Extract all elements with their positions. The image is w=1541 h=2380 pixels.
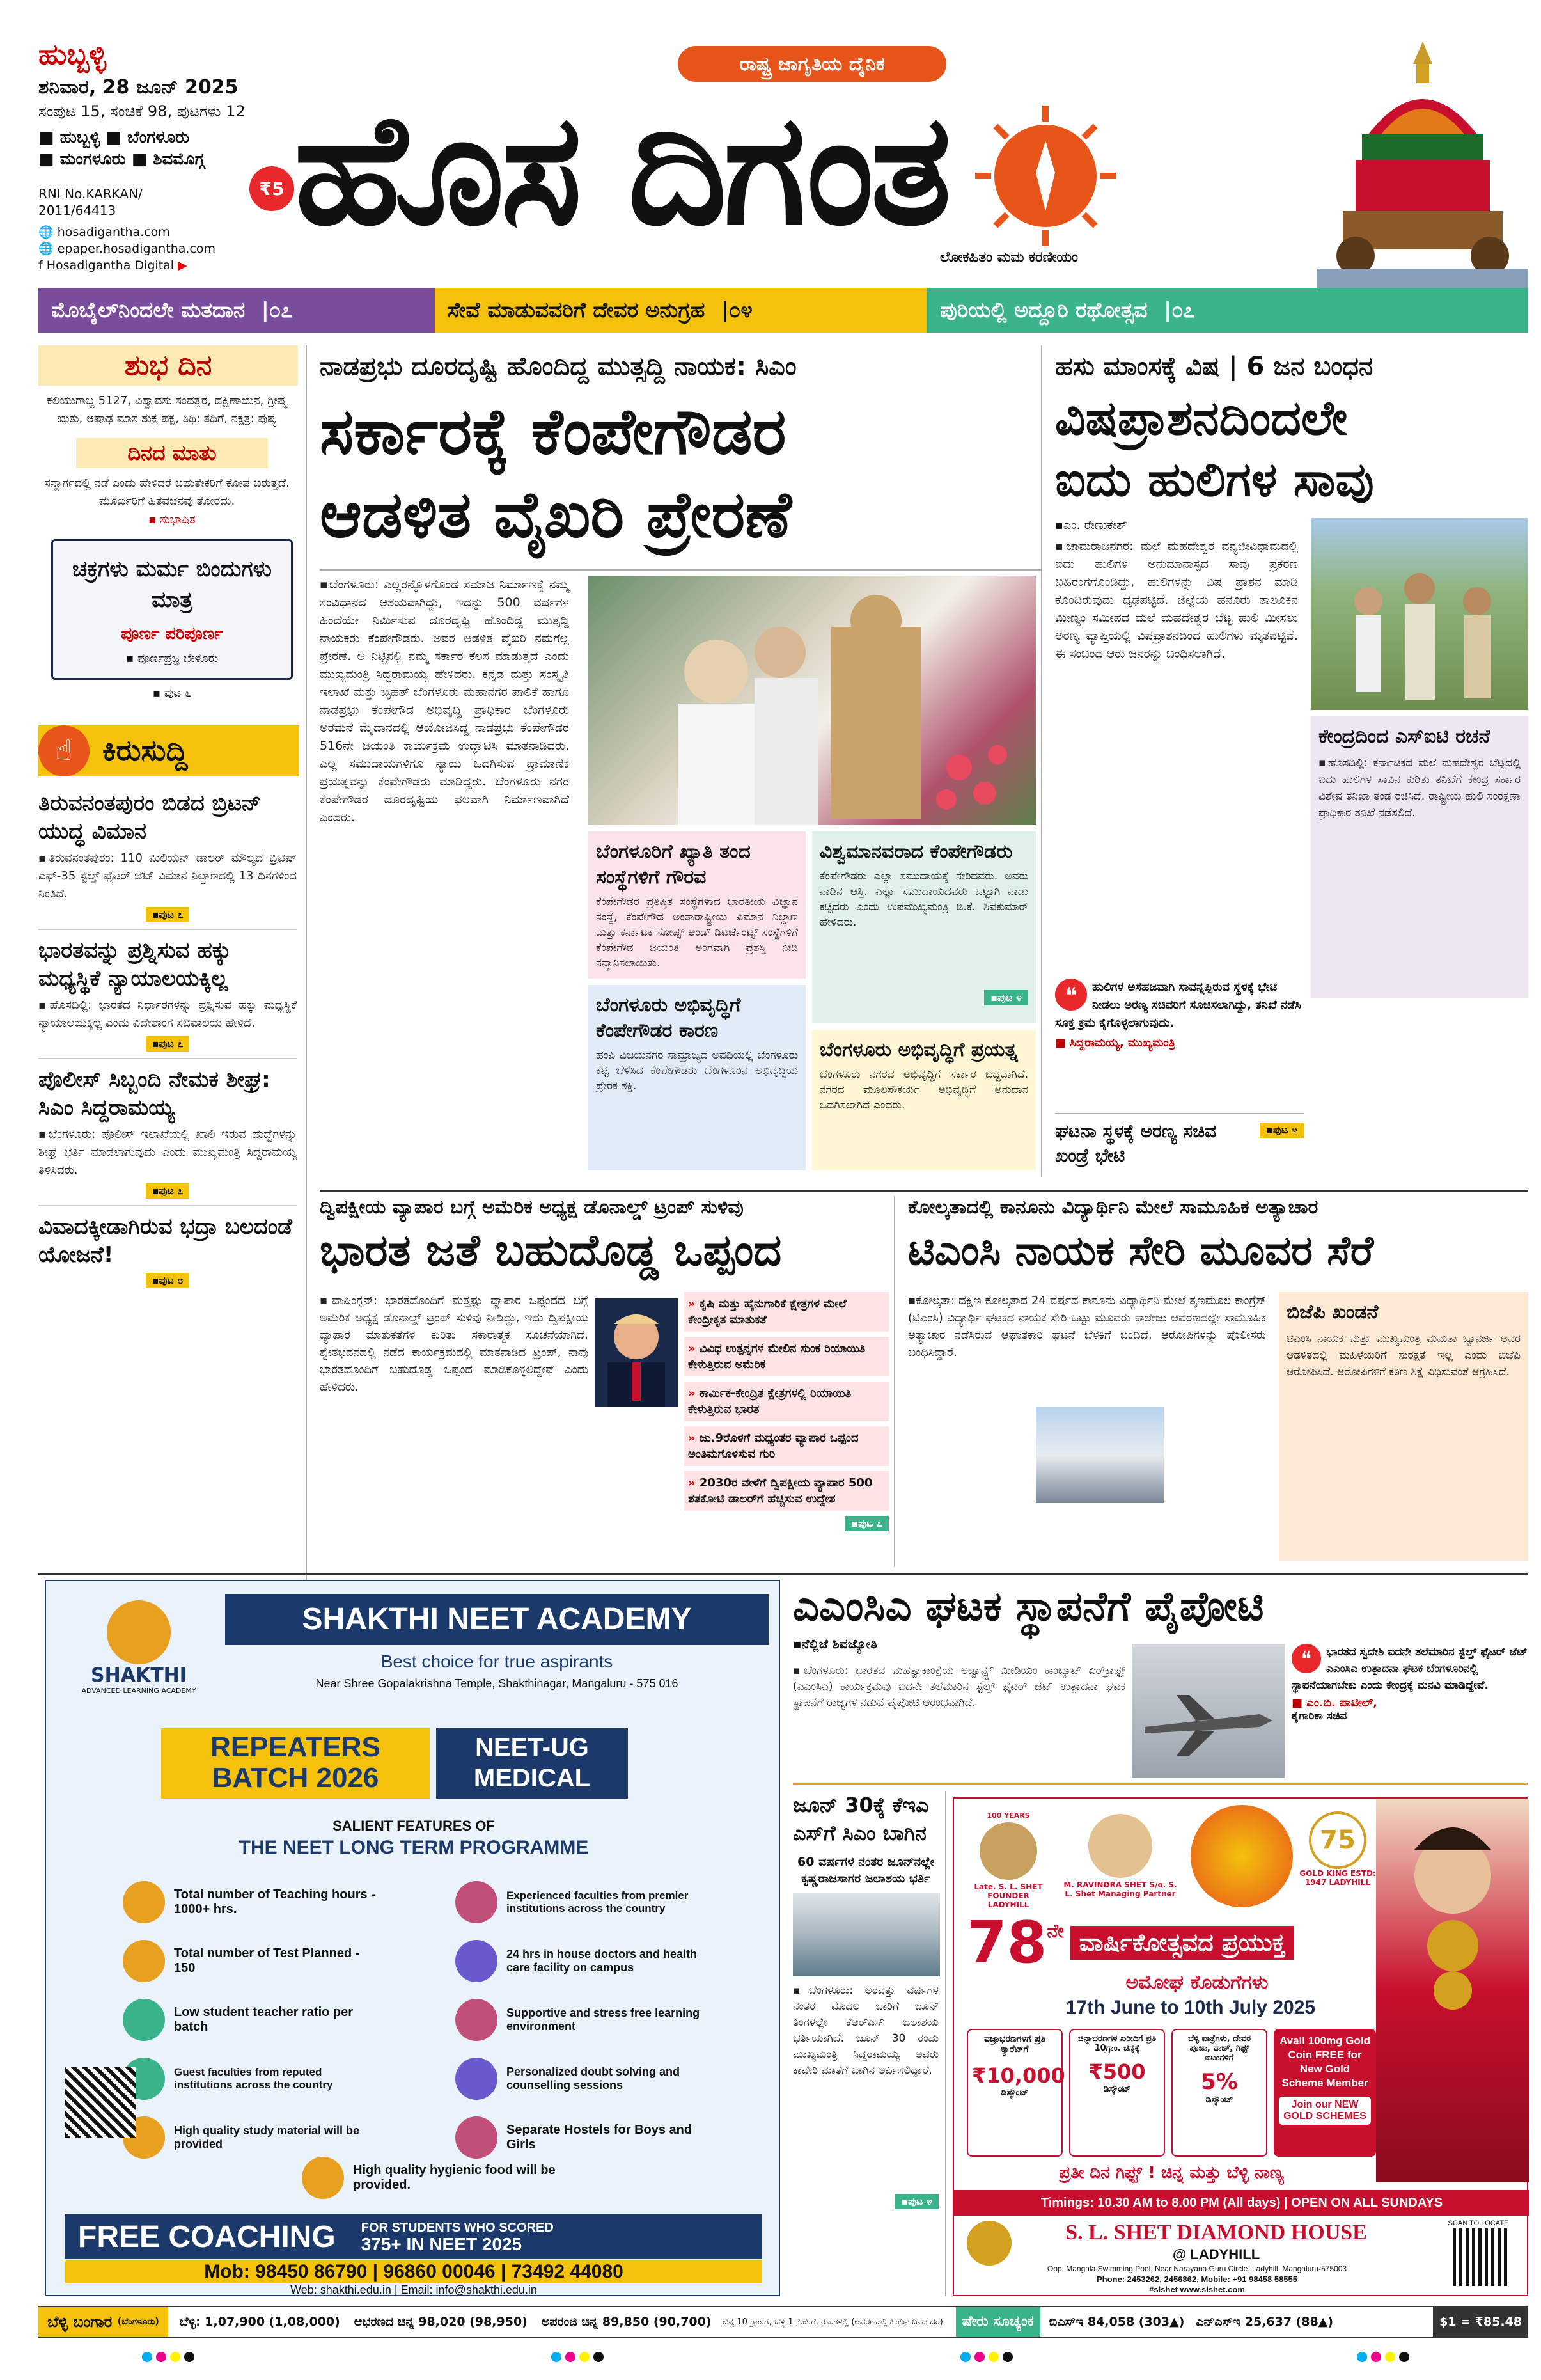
- neet-batch: REPEATERS BATCH 2026: [161, 1728, 430, 1799]
- cartoon-sub: ಪೂರ್ಣ ಪರಿಪೂರ್ಣ: [121, 624, 223, 643]
- lakshmi-image: [1191, 1805, 1293, 1907]
- tiger-story: [1055, 345, 1528, 1177]
- amca-body: ▪ಬೆಂಗಳೂರು: ಭಾರತದ ಮಹತ್ವಾಕಾಂಕ್ಷೆಯ ಅಡ್ವಾನ್ಸ್ಡ್ ಮೀಡಿಯಂ ಕಾಂಬ್ಯಾಟ್ ಏರ್‌ಕ್ರಾಫ್ಟ್ (ಎಎಂಸಿಎ) ಕಾರ್ಯಕ್ರಮವು ಐದನೇ ತಲೆಮಾರಿನ ಸ್ಟೆಲ್ತ್ ಫೈಟರ್ ಜೆಟ್ ಉತ್ಪಾದನಾ ಘಟಕ ಸ್ಥಾಪನೆಗೆ ರಾಜ್ಯಗಳ ನಡುವೆ ಪೈಪೋಟಿ ಆರಂಭವಾಗಿದೆ.: [793, 1664, 1125, 1709]
- shakthi-logo: SHAKTHI ADVANCED LEARNING ACADEMY: [65, 1600, 212, 1703]
- edition-info: [38, 38, 294, 288]
- trade-bullet: » ವಿವಿಧ ಉತ್ಪನ್ನಗಳ ಮೇಲಿನ ಸುಂಕ ರಿಯಾಯಿತಿ ಕೇಳುತ್ತಿರುವ ಅಮೆರಿಕ: [684, 1337, 889, 1376]
- neet-course: NEET-UG MEDICAL: [436, 1728, 628, 1799]
- cartoon-pto: ▪ ಪುಟ ೬: [152, 686, 192, 700]
- neet-address: Near Shree Gopalakrishna Temple, Shakthinagar, Mangaluru - 575 016: [315, 1677, 678, 1690]
- amca-byline: ▪ನೆಲ್ಲಿಜೆ ಶಿವಜ್ಯೋತಿ: [793, 1636, 877, 1651]
- promo-item[interactable]: ಸೇವೆ ಮಾಡುವವರಿಗೆ ದೇವರ ಅನುಗ್ರಹ |೦೪: [435, 288, 927, 333]
- cartoon-author: ▪ ಪೂರ್ಣಪ್ರಜ್ಞ ಬೇಳೂರು: [125, 652, 219, 665]
- store-place: @ LADYHILL: [1172, 2246, 1260, 2262]
- jet-photo: [1132, 1644, 1285, 1778]
- trade-bullet: » ಕೃಷಿ ಮತ್ತು ಹೈನುಗಾರಿಕೆ ಕ್ಷೇತ್ರಗಳ ಮೇಲೆ ಕೇಂದ್ರೀಕೃತ ಮಾತುಕತೆ: [684, 1292, 889, 1332]
- brief-pto[interactable]: ▪ಪುಟ ೭: [146, 1183, 190, 1199]
- neet-tagline: Best choice for true aspirants: [380, 1651, 613, 1671]
- feature-item: Total number of Test Planned - 150: [123, 1934, 379, 1988]
- sub-story-yellow: ಬೆಂಗಳೂರು ಅಭಿವೃದ್ಧಿಗೆ ಪ್ರಯತ್ನ ಬೆಂಗಳೂರು ನಗರದ ಅಭಿವೃದ್ಧಿಗೆ ಸರ್ಕಾರ ಬದ್ಧವಾಗಿದೆ. ನಗರದ ಮೂಲಸೌಕರ್ಯ ಅಭಿವೃದ್ಧಿಗೆ ಅನುದಾನ ಒದಗಿಸಲಾಗಿದೆ ಎಂದರು.: [812, 1030, 1036, 1170]
- krs-body: ▪ಬೆಂಗಳೂರು: ಅರವತ್ತು ವರ್ಷಗಳ ನಂತರ ಮೊದಲ ಬಾರಿಗೆ ಜೂನ್ ತಿಂಗಳಲ್ಲೇ ಕೆಆರ್‌ಎಸ್ ಜಲಾಶಯ ಭರ್ತಿಯಾಗಿದೆ. ಜೂನ್ 30 ರಂದು ಮುಖ್ಯಮಂತ್ರಿ ಸಿದ್ದರಾಮಯ್ಯ ಅವರು ಕಾವೇರಿ ಮಾತೆಗೆ ಬಾಗಿನ ಅರ್ಪಿಸಲಿದ್ದಾರೆ.: [793, 1984, 939, 2077]
- promo-item[interactable]: ಮೊಬೈಲ್‌ನಿಂದಲೇ ಮತದಾನ |೦೭: [38, 288, 435, 333]
- chariot-image: [1317, 38, 1528, 288]
- motto: ಲೋಕಹಿತಂ ಮಮ ಕರಣೀಯಂ: [940, 249, 1078, 265]
- gold-king-block: 75 GOLD KING ESTD: 1947 LADYHILL: [1299, 1811, 1376, 1887]
- amca-headline: ಎಎಂಸಿಎ ಘಟಕ ಸ್ಥಾಪನೆಗೆ ಪೈಪೋಟಿ: [793, 1583, 1264, 1630]
- offer-sub: ಅಮೋಘ ಕೊಡುಗೆಗಳು: [1125, 1971, 1269, 1994]
- anniv-banner: 78 ನೇ ವಾರ್ಷಿಕೋತ್ಸವದ ಪ್ರಯುಕ್ತ: [967, 1914, 1376, 1971]
- features-left: [123, 1875, 379, 2170]
- dinada-title: ದಿನದ ಮಾತು: [76, 438, 268, 468]
- brief-pto[interactable]: ▪ಪುಟ ೮: [146, 1273, 190, 1288]
- feature-food: High quality hygienic food will be provided.: [302, 2157, 570, 2199]
- store-qr[interactable]: [1453, 2228, 1510, 2286]
- brief-body: ▪ಹೊಸದಿಲ್ಲಿ: ಭಾರತದ ನಿರ್ಧಾರಗಳನ್ನು ಪ್ರಶ್ನಿಸುವ ಹಕ್ಕು ಮಧ್ಯಸ್ಥಿಕೆ ನ್ಯಾಯಾಲಯಕ್ಕಿಲ್ಲ ಎಂದು ವಿದೇಶಾಂಗ ಸಚಿವಾಲಯ ಹೇಳಿದೆ.: [38, 998, 297, 1030]
- digital-link[interactable]: f Hosadigantha Digital ▶: [38, 258, 187, 272]
- amca-story: [793, 1580, 1528, 1785]
- lead-story: [320, 345, 1042, 1177]
- cm-quote: ❝ ಹುಲಿಗಳ ಅಸಹಜವಾಗಿ ಸಾವನ್ನಪ್ಪಿರುವ ಸ್ಥಳಕ್ಕೆ ಭೇಟಿ ನೀಡಲು ಅರಣ್ಯ ಸಚಿವರಿಗೆ ಸೂಚಿಸಲಾಗಿದ್ದು, ತನಿಖೆ ನಡೆಸಿ ಸೂಕ್ತ ಕ್ರಮ ಕೈಗೊಳ್ಳಲಾಗುವುದು. ■ ಸಿದ್ದರಾಮಯ್ಯ, ಮುಖ್ಯಮಂತ್ರಿ: [1055, 979, 1304, 1107]
- nse-index: ಎನ್ಎಸ್ಇ 25,637 (88▲): [1196, 2315, 1334, 2329]
- hand-icon: ☝: [38, 725, 90, 776]
- sub-story-pink: ಬೆಂಗಳೂರಿಗೆ ಖ್ಯಾತಿ ತಂದ ಸಂಸ್ಥೆಗಳಿಗೆ ಗೌರವ ಕೆಂಪೇಗೌಡರ ಪ್ರತಿಷ್ಠಿತ ಸಂಸ್ಥೆಗಳಾದ ಭಾರತೀಯ ವಿಜ್ಞಾನ ಸಂಸ್ಥೆ, ಕೆಂಪೇಗೌಡ ಅಂತಾರಾಷ್ಟ್ರೀಯ ವಿಮಾನ ನಿಲ್ದಾಣ ಮತ್ತು ಕರ್ನಾಟಕ ಸೋಪ್ಸ್ ಆಂಡ್ ಡಿಟರ್ಜೆಂಟ್ಸ್ ಸಂಸ್ಥೆಗಳಿಗೆ ಕೆಂಪೇಗೌಡ ಜಯಂತಿ ಅಂಗವಾಗಿ ಪ್ರಶಸ್ತಿ ನೀಡಿ ಸನ್ಮಾನಿಸಲಾಯಿತು.: [588, 831, 806, 979]
- bse-index: ಬಿಎಸ್ಇ 84,058 (303▲): [1049, 2315, 1185, 2329]
- visit-headline: ಘಟನಾ ಸ್ಥಳಕ್ಕೆ ಅರಣ್ಯ ಸಚಿವ ಖಂಡ್ರೆ ಭೇಟಿ: [1055, 1121, 1216, 1166]
- lead-kicker: ನಾಡಪ್ರಭು ದೂರದೃಷ್ಟಿ ಹೊಂದಿದ್ದ ಮುತ್ಸದ್ದಿ ನಾಯಕ: ಸಿಎಂ: [320, 352, 797, 381]
- bjp-box: ಬಿಜೆಪಿ ಖಂಡನೆ ಟಿಎಂಸಿ ನಾಯಕ ಮತ್ತು ಮುಖ್ಯಮಂತ್ರಿ ಮಮತಾ ಬ್ಯಾನರ್ಜಿ ಅವರ ಆಡಳಿತದಲ್ಲಿ ಮಹಿಳೆಯರಿಗೆ ಸುರಕ್ಷತೆ ಇಲ್ಲ ಎಂದು ಬಿಜೆಪಿ ಆರೋಪಿಸಿದೆ. ಆರೋಪಿಗಳಿಗೆ ಕಠಿಣ ಶಿಕ್ಷೆ ವಿಧಿಸುವಂತೆ ಆಗ್ರಹಿಸಿದೆ.: [1279, 1292, 1528, 1561]
- edition-list: ■ ಹುಬ್ಬಳ್ಳಿ ■ ಬೆಂಗಳೂರು ■ ಮಂಗಳೂರು ■ ಶಿವಮೊಗ್ಗ: [38, 128, 205, 169]
- brief-pto[interactable]: ▪ಪುಟ ೭: [146, 1036, 190, 1052]
- edition-city: ಹುಬ್ಬಳ್ಳಿ: [38, 38, 107, 71]
- trade-bullet: » 2030ರ ವೇಳೆಗೆ ದ್ವಿಪಕ್ಷೀಯ ವ್ಯಾಪಾರ 500 ಶತಕೋಟಿ ಡಾಲರ್‌ಗೆ ಹೆಚ್ಚಿಸುವ ಉದ್ದೇಶ: [684, 1471, 889, 1511]
- brief-item: [38, 1066, 306, 1199]
- dinada-source: ▪ ಸುಭಾಷಿತ: [148, 513, 196, 526]
- krs-headline: ಜೂನ್ 30ಕ್ಕೆ ಕೆಇಎ ಎಸ್‌ಗೆ ಸಿಎಂ ಬಾಗಿನ: [793, 1793, 929, 1845]
- sub-story-blue: ಬೆಂಗಳೂರು ಅಭಿವೃದ್ಧಿಗೆ ಕೆಂಪೇಗೌಡರ ಕಾರಣ ಹಂಪಿ ವಿಜಯನಗರ ಸಾಮ್ರಾಜ್ಯದ ಅವಧಿಯಲ್ಲಿ ಬೆಂಗಳೂರು ಕಟ್ಟಿ ಬೆಳೆಸಿದ ಕೆಂಪೇಗೌಡರು ಬೆಂಗಳೂರಿನ ಅಭಿವೃದ್ಧಿಯ ಪ್ರೇರಕ ಶಕ್ತಿ.: [588, 985, 806, 1170]
- lead-pto[interactable]: ▪ಪುಟ ೪: [984, 990, 1028, 1005]
- tagline: ರಾಷ್ಟ್ರ ಜಾಗೃತಿಯ ದೈನಿಕ: [678, 46, 946, 82]
- website-link[interactable]: 🌐 hosadigantha.com: [38, 225, 170, 239]
- brief-item: [38, 789, 306, 922]
- cartoon-title: ಚಕ್ರಗಳು ಮರ್ಮ ಬಿಂದುಗಳು ಮಾತ್ರ: [72, 556, 272, 613]
- krs-sub: 60 ವರ್ಷಗಳ ನಂತರ ಜೂನ್‌ನಲ್ಲೇ ಕೃಷ್ಣರಾಜಸಾಗರ ಜಲಾಶಯ ಭರ್ತಿ: [797, 1855, 934, 1886]
- slshet-ad: [953, 1797, 1528, 2296]
- tiger-headline: ವಿಷಪ್ರಾಶನದಿಂದಲೇ ಐದು ಹುಲಿಗಳ ಸಾವು: [1055, 391, 1374, 507]
- kiru-header: [38, 725, 299, 776]
- trade-headline: ಭಾರತ ಜತೆ ಬಹುದೊಡ್ಡ ಒಪ್ಪಂದ: [320, 1225, 782, 1276]
- trade-bullet: » ಜು.9ರೊಳಗೆ ಮಧ್ಯಂತರ ವ್ಯಾಪಾರ ಒಪ್ಪಂದ ಅಂತಿಮಗೊಳಿಸುವ ಗುರಿ: [684, 1426, 889, 1466]
- offer-gold: ಚಿನ್ನಾಭರಣಗಳ ಖರೀದಿಗೆ ಪ್ರತಿ 10ಗ್ರಾಂ. ಚಿನ್ನಕ್ಕೆ ₹500 ಡಿಸ್ಕೌಂಟ್: [1069, 2029, 1165, 2157]
- store-phone[interactable]: Phone: 2453262, 2456862, Mobile: +91 98458 58555: [1096, 2274, 1297, 2284]
- brief-body: ▪ತಿರುವನಂತಪುರಂ: 110 ಮಿಲಿಯನ್ ಡಾಲರ್ ಮೌಲ್ಯದ ಬ್ರಿಟಿಷ್ ಎಫ್-35 ಸ್ಟೆಲ್ತ್ ಫೈಟರ್ ಜೆಟ್ ವಿಮಾನ ನಿಲ್ದಾಣದಲ್ಲಿ 13 ದಿನಗಳಿಂದ ನಿಂತಿದೆ.: [38, 851, 297, 901]
- brief-item: [38, 1213, 306, 1288]
- neet-ad: [45, 1580, 780, 2296]
- rni-number: RNI No.KARKAN/ 2011/64413: [38, 186, 143, 218]
- founder-block: 100 YEARS Late. S. L. SHET FOUNDER LADYHILL: [974, 1811, 1043, 1909]
- store-name: S. L. SHET DIAMOND HOUSE: [1065, 2221, 1367, 2244]
- feature-item: Supportive and stress free learning environment: [455, 1993, 724, 2047]
- college-photo: [1036, 1407, 1164, 1503]
- tmc-body: ▪ಕೋಲ್ಕತಾ: ದಕ್ಷಿಣ ಕೋಲ್ಕತಾದ 24 ವರ್ಷದ ಕಾನೂನು ವಿದ್ಯಾರ್ಥಿನಿ ಮೇಲೆ ತೃಣಮೂಲ ಕಾಂಗ್ರೆಸ್ (ಟಿಎಂಸಿ) ವಿದ್ಯಾರ್ಥಿ ಘಟಕದ ನಾಯಕ ಸೇರಿ ಒಟ್ಟು ಮೂವರು ಕಾಲೇಜು ಆವರಣದಲ್ಲೇ ಸಾಮೂಹಿಕ ಅತ್ಯಾಚಾರ ನಡೆಸಿರುವ ಆಘಾತಕಾರಿ ಘಟನೆ ಬೆಳಕಿಗೆ ಬಂದಿದೆ. ಆರೋಪಿಗಳನ್ನು ಪೊಲೀಸರು ಬಂಧಿಸಿದ್ದಾರೆ.: [908, 1294, 1266, 1359]
- free-coaching: FREE COACHING FOR STUDENTS WHO SCORED 375+ IN NEET 2025: [65, 2214, 762, 2259]
- feature-item: Personalized doubt solving and counselling sessions: [455, 2052, 724, 2106]
- shubha-title: ಶುಭ ದಿನ: [38, 345, 298, 386]
- epaper-link[interactable]: 🌐 epaper.hosadigantha.com: [38, 242, 215, 256]
- neet-title: SHAKTHI NEET ACADEMY: [225, 1594, 769, 1645]
- brief-headline: ವಿವಾದಕ್ಕೀಡಾಗಿರುವ ಭದ್ರಾ ಬಲದಂಡೆ ಯೋಜನೆ!: [38, 1214, 292, 1268]
- quote-icon: ❝: [1292, 1644, 1321, 1673]
- slshet-logo: [967, 2221, 1012, 2266]
- sit-box: ಕೇಂದ್ರದಿಂದ ಎಸ್‌ಐಟಿ ರಚನೆ ▪ಹೊಸದಿಲ್ಲಿ: ಕರ್ನಾಟಕದ ಮಲೆ ಮಹದೇಶ್ವರ ಬೆಟ್ಟದಲ್ಲಿ ಐದು ಹುಲಿಗಳ ಸಾವಿನ ಕುರಿತು ತನಿಖೆಗೆ ಕೇಂದ್ರ ಸರ್ಕಾರ ವಿಶೇಷ ತನಿಖಾ ತಂಡ ರಚಿಸಿದೆ. ರಾಷ್ಟ್ರೀಯ ಹುಲಿ ಸಂರಕ್ಷಣಾ ಪ್ರಾಧಿಕಾರ ತನಿಖೆ ನಡೆಸಲಿದೆ.: [1311, 716, 1528, 998]
- tiger-kicker: ಹಸು ಮಾಂಸಕ್ಕೆ ವಿಷ | 6 ಜನ ಬಂಧನ: [1055, 352, 1373, 381]
- offer-scheme: Avail 100mg Gold Coin FREE for New Gold Scheme Member Join our NEW GOLD SCHEMES: [1274, 2029, 1376, 2157]
- amca-quote: ❝ ಭಾರತದ ಸ್ವದೇಶಿ ಐದನೇ ತಲೆಮಾರಿನ ಸ್ಟೆಲ್ತ್ ಫೈಟರ್ ಜೆಟ್ ಎಎಂಸಿಎ ಉತ್ಪಾದನಾ ಘಟಕ ಬೆಂಗಳೂರಿನಲ್ಲಿ ಸ್ಥಾಪನೆಯಾಗಬೇಕು ಎಂದು ಕೇಂದ್ರಕ್ಕೆ ಮನವಿ ಮಾಡಿದ್ದೇವೆ. ■ ಎಂ.ಬಿ. ಪಾಟೀಲ್, ಕೈಗಾರಿಕಾ ಸಚಿವ: [1292, 1644, 1528, 1778]
- bride-photo: [1376, 1799, 1529, 2182]
- rate-note: ಚಿನ್ನ 10 ಗ್ರಾಂ.ಗೆ, ಬೆಳ್ಳಿ 1 ಕೆ.ಜಿ.ಗೆ, ರೂ.ಗಳಲ್ಲಿ (ಆವರಣದಲ್ಲಿ ಹಿಂದಿನ ದಿನದ ದರ): [723, 2317, 943, 2327]
- offer-dates: 17th June to 10th July 2025: [1065, 1997, 1316, 2018]
- trade-kicker: ದ್ವಿಪಕ್ಷೀಯ ವ್ಯಾಪಾರ ಬಗ್ಗೆ ಅಮೆರಿಕ ಅಧ್ಯಕ್ಷ ಡೊನಾಲ್ಡ್ ಟ್ರಂಪ್ ಸುಳಿವು: [320, 1196, 744, 1218]
- feature-item: Total number of Teaching hours - 1000+ hrs.: [123, 1875, 379, 1929]
- trade-bullets: [684, 1292, 889, 1561]
- jewel-gold-rate: ಆಭರಣದ ಚಿನ್ನ 98,020 (98,950): [354, 2315, 528, 2329]
- edition-date: ಶನಿವಾರ, 28 ಜೂನ್ 2025: [38, 76, 239, 99]
- quote-icon: ❝: [1055, 979, 1087, 1011]
- brief-pto[interactable]: ▪ಪುಟ ೭: [146, 907, 190, 922]
- trade-pto[interactable]: ▪ಪುಟ ೭: [845, 1516, 889, 1531]
- partner-block: M. RAVINDRA SHET S/o. S. L. Shet Managing Partner: [1063, 1811, 1178, 1898]
- tmc-headline: ಟಿಎಂಸಿ ನಾಯಕ ಸೇರಿ ಮೂವರ ಸೆರೆ: [908, 1227, 1374, 1275]
- feature-item: 24 hrs in house doctors and health care facility on campus: [455, 1934, 724, 1988]
- lead-headline: ಸರ್ಕಾರಕ್ಕೆ ಕೆಂಪೇಗೌಡರ ಆಡಳಿತ ವೈಖರಿ ಪ್ರೇರಣೆ: [320, 394, 792, 552]
- price-badge: ₹5: [249, 166, 294, 211]
- trade-bullet: » ಕಾರ್ಮಿಕ-ಕೇಂದ್ರಿತ ಕ್ಷೇತ್ರಗಳಲ್ಲಿ ರಿಯಾಯಿತಿ ಕೇಳುತ್ತಿರುವ ಭಾರತ: [684, 1382, 889, 1421]
- scan-label: SCAN TO LOCATE: [1448, 2219, 1509, 2227]
- footer-bar: [38, 2306, 1528, 2338]
- feature-item: High quality study material will be provided: [123, 2111, 379, 2164]
- krs-pto[interactable]: ▪ಪುಟ ೪: [895, 2194, 939, 2209]
- shubha-text: ಕಲಿಯುಗಾಬ್ದ 5127, ವಿಶ್ವಾವಸು ಸಂವತ್ಸರ, ದಕ್ಷಿಣಾಯನ, ಗ್ರೀಷ್ಮ ಋತು, ಆಷಾಢ ಮಾಸ ಶುಕ್ಲ ಪಕ್ಷ, ತಿಥಿ: ತದಿಗೆ, ನಕ್ಷತ್ರ: ಪುಷ್ಯ: [47, 394, 287, 425]
- tmc-story: [908, 1196, 1528, 1567]
- neet-mobile[interactable]: Mob: 98450 86790 | 96860 00046 | 73492 44080: [65, 2260, 762, 2283]
- neet-web[interactable]: Web: shakthi.edu.in | Email: info@shakthi.edu.in: [290, 2283, 537, 2296]
- offer-silver: ಬೆಳ್ಳಿ ಪಾತ್ರೆಗಳು, ದೇವರ ಪೂಜಾ, ವಾಚ್, ಗಿಫ್ಟ್ ಐಟಂಗಳಿಗೆ 5% ಡಿಸ್ಕೌಂಟ್: [1171, 2029, 1267, 2157]
- brief-headline: ಪೊಲೀಸ್ ಸಿಬ್ಬಂದಿ ನೇಮಕ ಶೀಘ್ರ: ಸಿಎಂ ಸಿದ್ದರಾಮಯ್ಯ: [38, 1067, 270, 1121]
- footer-label: ಬೆಳ್ಳಿ ಬಂಗಾರ (ಬೆಂಗಳೂರು): [38, 2307, 168, 2337]
- feature-item: Low student teacher ratio per batch: [123, 1993, 379, 2047]
- trump-photo: [595, 1298, 678, 1407]
- tiger-photo: [1311, 518, 1528, 710]
- tiger-body: ▪ಚಾಮರಾಜನಗರ: ಮಲೆ ಮಹದೇಶ್ವರ ವನ್ಯಜೀವಿಧಾಮದಲ್ಲಿ ಐದು ಹುಲಿಗಳ ಅನುಮಾನಾಸ್ಪದ ಸಾವು ಪ್ರಕರಣ ಬಹಿರಂಗಗೊಂಡಿದ್ದು, ಹುಲಿಗಳನ್ನು ವಿಷ ಪ್ರಾಶನ ಮಾಡಿ ಕೊಂದಿರುವುದು ದೃಢಪಟ್ಟಿದೆ. ಜಿಲ್ಲೆಯ ಹನೂರು ತಾಲೂಕಿನ ಮೀಣ್ಯಂ ಸಮೀಪದ ಮಲೆ ಮಹದೇಶ್ವರ ಬೆಟ್ಟ ಹುಲಿ ಮೀಸಲು ಅರಣ್ಯ ವ್ಯಾಪ್ತಿಯಲ್ಲಿ ವಿಷಪ್ರಾಶನದಿಂದ ಹುಲಿಗಳು ಮೃತಪಟ್ಟಿವೆ. ಈ ಸಂಬಂಧ ಆರು ಜನರನ್ನು ಬಂಧಿಸಲಾಗಿದೆ.: [1055, 539, 1298, 661]
- store-web[interactable]: #slshet www.slshet.com: [1149, 2285, 1245, 2294]
- brief-headline: ತಿರುವನಂತಪುರಂ ಬಿಡದ ಬ್ರಿಟನ್ ಯುದ್ಧ ವಿಮಾನ: [38, 791, 261, 844]
- features-sub: THE NEET LONG TERM PROGRAMME: [239, 1837, 589, 1858]
- brief-item: [38, 936, 306, 1052]
- feature-item: Separate Hostels for Boys and Girls: [455, 2111, 724, 2164]
- silver-rate: ಬೆಳ್ಳಿ: 1,07,900 (1,08,000): [179, 2315, 340, 2329]
- tiger-pto[interactable]: ▪ಪುಟ ೪: [1260, 1123, 1304, 1138]
- registration-marks: [141, 2347, 1420, 2367]
- tiger-byline: ▪ಎಂ. ರೇಣುಕೇಶ್: [1055, 518, 1127, 532]
- promo-item[interactable]: ಪುರಿಯಲ್ಲಿ ಅದ್ದೂರಿ ರಥೋತ್ಸವ |೦೭: [927, 288, 1528, 333]
- kiru-title: ಕಿರುಸುದ್ದಿ: [102, 733, 188, 768]
- daily-gift: ಪ್ರತೀ ದಿನ ಗಿಫ್ಟ್ ! ಚಿನ್ನ ಮತ್ತು ಬೆಳ್ಳಿ ನಾಣ್ಯ: [1059, 2163, 1284, 2182]
- dinada-text: ಸನ್ಮಾರ್ಗದಲ್ಲಿ ನಡೆ ಎಂದು ಹೇಳಿದರೆ ಬಹುತೇಕರಿಗೆ ಕೋಪ ಬರುತ್ತದೆ. ಮೂರ್ಖರಿಗೆ ಹಿತವಚನವು ತೋರದು.: [44, 477, 290, 508]
- krs-story: [793, 1791, 946, 2296]
- brief-body: ▪ಬೆಂಗಳೂರು: ಪೊಲೀಸ್ ಇಲಾಖೆಯಲ್ಲಿ ಖಾಲಿ ಇರುವ ಹುದ್ದೆಗಳನ್ನು ಶೀಘ್ರ ಭರ್ತಿ ಮಾಡಲಾಗುವುದು ಎಂದು ಮುಖ್ಯಮಂತ್ರಿ ಸಿದ್ದರಾಮಯ್ಯ ತಿಳಿಸಿದರು.: [38, 1128, 297, 1177]
- feature-item: Guest faculties from reputed institutions across the country: [123, 2052, 379, 2106]
- cartoon-box: [51, 539, 293, 680]
- sub-story-green: ವಿಶ್ವಮಾನವರಾದ ಕೆಂಪೇಗೌಡರು ಕೆಂಪೇಗೌಡರು ಎಲ್ಲಾ ಸಮುದಾಯಕ್ಕೆ ಸೇರಿದವರು. ಅವರು ನಾಡಿನ ಆಸ್ತಿ. ಎಲ್ಲಾ ಸಮುದಾಯದವರು ಒಟ್ಟಾಗಿ ನಾಡು ಕಟ್ಟಿದರು ಎಂದು ಉಪಮುಖ್ಯಮಂತ್ರಿ ಡಿ.ಕೆ. ಶಿವಕುಮಾರ್ ಹೇಳಿದರು. ▪ಪುಟ ೪: [812, 831, 1036, 1023]
- store-address: Opp. Mangala Swimming Pool, Near Narayana Guru Circle, Ladyhill, Mangaluru-575003: [1047, 2264, 1347, 2273]
- trade-story: [320, 1196, 895, 1567]
- masthead-title: ಹೊಸ ದಿಗಂತ: [294, 80, 948, 259]
- features-title: SALIENT FEATURES OF: [332, 1818, 495, 1834]
- pure-gold-rate: ಅಪರಂಜಿ ಚಿನ್ನ 89,850 (90,700): [541, 2315, 712, 2329]
- lead-body: ▪ಬೆಂಗಳೂರು: ಎಲ್ಲರನ್ನೊಳಗೊಂಡ ಸಮಾಜ ನಿರ್ಮಾಣಕ್ಕೆ ನಮ್ಮ ಸಂವಿಧಾನದ ಆಶಯವಾಗಿದ್ದು, ಇದನ್ನು 500 ವರ್ಷಗಳ ಹಿಂದೆಯೇ ನಿರ್ಮಿಸುವ ದೂರದೃಷ್ಟಿ ಹೊಂದಿದ್ದ ಮುತ್ಸದ್ದಿ ನಾಯಕರು ಕೆಂಪೇಗೌಡರು. ಅವರ ಆಡಳಿತ ವೈಖರಿ ನಮಗೆಲ್ಲ ಪ್ರೇರಣೆ. ಆ ನಿಟ್ಟಿನಲ್ಲಿ ನಮ್ಮ ಸರ್ಕಾರ ಕೆಲಸ ಮಾಡುತ್ತದೆ ಎಂದು ಮುಖ್ಯಮಂತ್ರಿ ಸಿದ್ದರಾಮಯ್ಯ ಹೇಳಿದರು. ಕನ್ನಡ ಮತ್ತು ಸಂಸ್ಕೃತಿ ಇಲಾಖೆ ಮತ್ತು ಬೃಹತ್ ಬೆಂಗಳೂರು ಮಹಾನಗರ ಪಾಲಿಕೆ ಹಾಗೂ ನಾಡಪ್ರಭು ಕೆಂಪೇಗೌಡ ಅಭಿವೃದ್ಧಿ ಪ್ರಾಧಿಕಾರ ಬೆಂಗಳೂರು ಅರಮನೆ ಮೈದಾನದಲ್ಲಿ ಆಯೋಜಿಸಿದ್ದ ನಾಡಪ್ರಭು ಕೆಂಪೇಗೌಡರ 516ನೇ ಜಯಂತಿ ಕಾರ್ಯಕ್ರಮ ಉದ್ಘಾಟಿಸಿ ಮಾತನಾಡಿದರು. ಎಲ್ಲ ಸಮುದಾಯಗಳಿಗೂ ನ್ಯಾಯ ಒದಗಿಸುವ ಪ್ರಾಮಾಣಿಕ ಪ್ರಯತ್ನವನ್ನು ಕೆಂಪೇಗೌಡರು ಮಾಡಿದ್ದರು. ಬೆಂಗಳೂರು ನಗರ ಕೆಂಪೇಗೌಡರ ದೂರದೃಷ್ಟಿಯ ಫಲವಾಗಿ ನಿರ್ಮಾಣವಾಗಿದೆ ಎಂದರು.: [320, 578, 569, 824]
- trade-body: ▪ವಾಷಿಂಗ್ಟನ್: ಭಾರತದೊಂದಿಗೆ ಮತ್ತಷ್ಟು ವ್ಯಾಪಾರ ಒಪ್ಪಂದದ ಬಗ್ಗೆ ಅಮೆರಿಕ ಅಧ್ಯಕ್ಷ ಡೊನಾಲ್ಡ್ ಟ್ರಂಪ್ ಸುಳಿವು ನೀಡಿದ್ದು, ಇದು ದ್ವಿಪಕ್ಷೀಯ ವ್ಯಾಪಾರ ಮಾತುಕತೆಗಳ ಕುರಿತು ಸಕಾರಾತ್ಮಕ ಸೂಚನೆಯಾಗಿದೆ. ಶ್ವೇತಭವನದಲ್ಲಿ ನಡೆದ ಕಾರ್ಯಕ್ರಮದಲ್ಲಿ ಮಾತನಾಡಿದ ಟ್ರಂಪ್, ನಾವು ಭಾರತದೊಂದಿಗೆ ಬಹುದೊಡ್ಡ ಒಪ್ಪಂದ ಮಾಡಿಕೊಳ್ಳಲಿದ್ದೇವೆ ಎಂದು ಹೇಳಿದರು.: [320, 1294, 588, 1394]
- share-label: ಷೇರು ಸೂಚ್ಯಂಕ: [956, 2307, 1040, 2337]
- feature-item: Experienced faculties from premier institutions across the country: [455, 1875, 724, 1929]
- tmc-kicker: ಕೋಲ್ಕತಾದಲ್ಲಿ ಕಾನೂನು ವಿದ್ಯಾರ್ಥಿನಿ ಮೇಲೆ ಸಾಮೂಹಿಕ ಅತ್ಯಾಚಾರ: [908, 1196, 1318, 1218]
- promo-bar: [38, 288, 1528, 333]
- web-links: [38, 224, 294, 274]
- features-right: [455, 1875, 724, 2170]
- lead-photo: [588, 576, 1036, 825]
- brief-headline: ಭಾರತವನ್ನು ಪ್ರಶ್ನಿಸುವ ಹಕ್ಕು ಮಧ್ಯಸ್ಥಿಕೆ ನ್ಯಾಯಾಲಯಕ್ಕಿಲ್ಲ: [38, 938, 231, 991]
- qr-code[interactable]: [65, 2067, 136, 2138]
- usd-rate: $1 = ₹85.48: [1433, 2307, 1528, 2337]
- dam-photo: [793, 1893, 940, 1976]
- edition-volume: ಸಂಪುಟ 15, ಸಂಚಿಕೆ 98, ಪುಟಗಳು 12: [38, 102, 246, 120]
- sun-logo: [972, 102, 1119, 249]
- offer-diamond: ವಜ್ರಾಭರಣಗಳಿಗೆ ಪ್ರತಿ ಕ್ಯಾರೆಟ್‌ಗೆ ₹10,000 ಡಿಸ್ಕೌಂಟ್: [967, 2029, 1063, 2157]
- store-timings: Timings: 10.30 AM to 8.00 PM (All days) | OPEN ON ALL SUNDAYS: [954, 2190, 1529, 2216]
